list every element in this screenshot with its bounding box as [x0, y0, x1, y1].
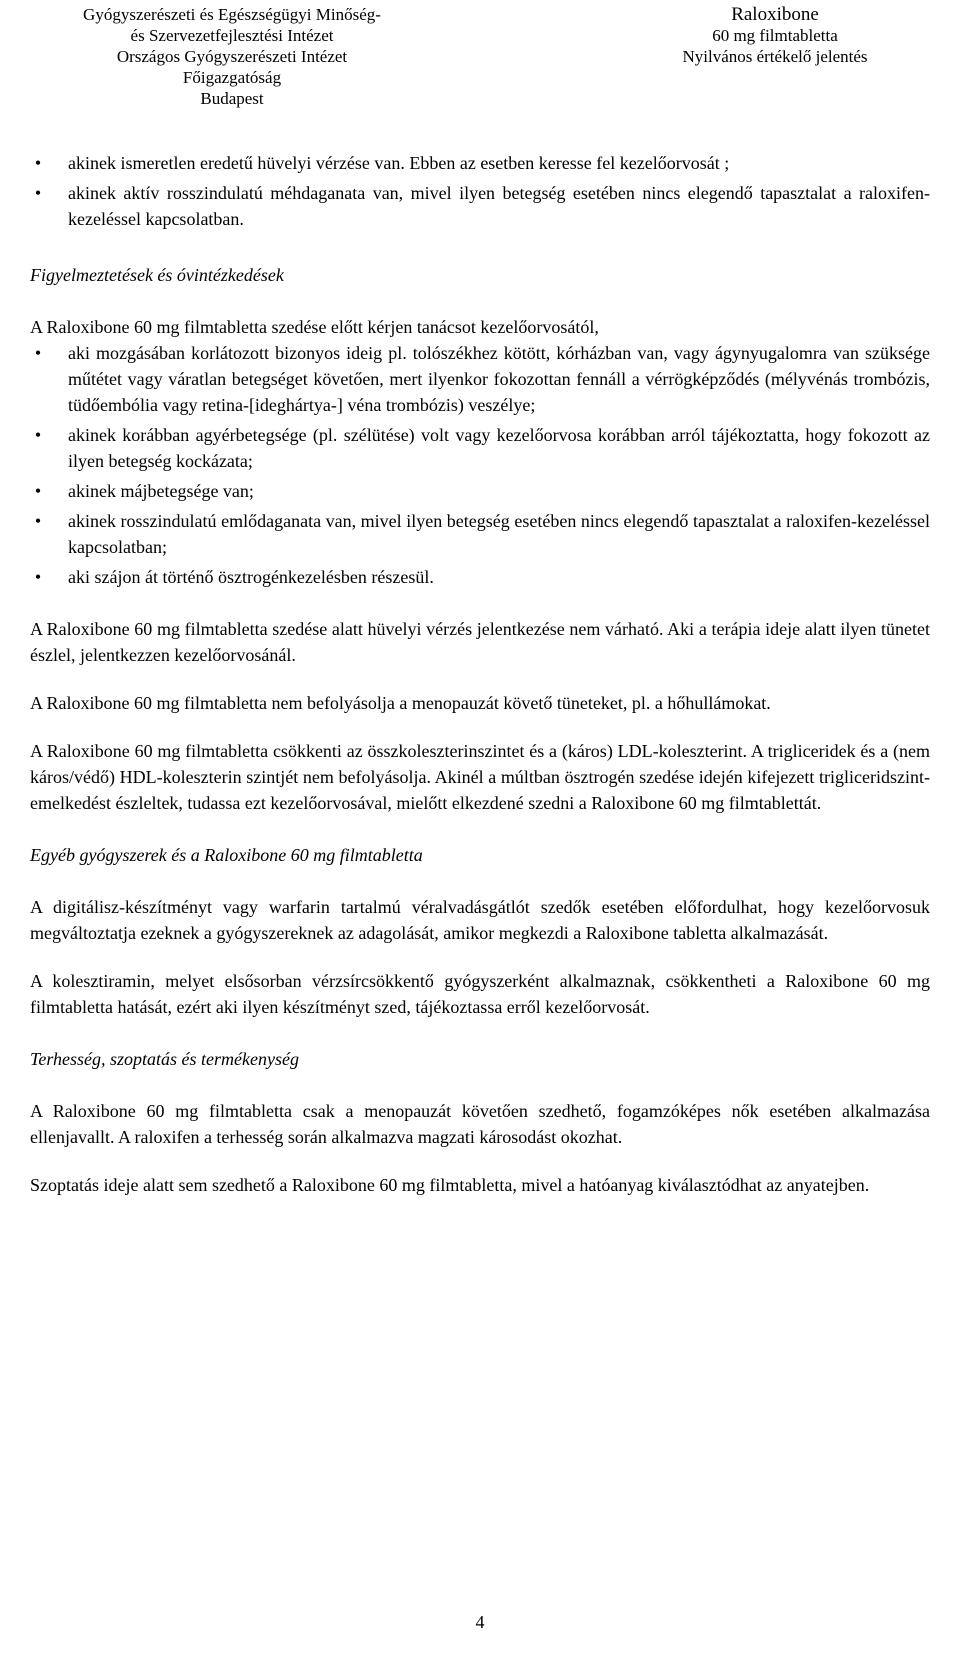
section-heading-pregnancy: Terhesség, szoptatás és termékenység — [30, 1049, 299, 1069]
list-item: • akinek aktív rosszindulatú méhdaganata van, mivel ilyen betegség esetében nincs elegendő tapasztalat a raloxifen-kezeléssel kapcsolatban. — [30, 180, 930, 232]
list-item: • aki mozgásában korlátozott bizonyos ideig pl. tolószékhez kötött, kórházban van, vagy ágynyugalomra van szüksége műtétet vagy váratlan betegséget követően, mert ilyenkor fokozottan fennáll a vérrögképződés (mélyvénás trombózis, tüdőembólia vagy retina-[ideghártya-] véna trombózis) veszélye; — [30, 340, 930, 418]
list-item: • akinek ismeretlen eredetű hüvelyi vérzése van. Ebben az esetben keresse fel kezelőorvosát ; — [30, 150, 930, 176]
header-institution — [22, 4, 442, 109]
paragraph: Szoptatás ideje alatt sem szedhető a Raloxibone 60 mg filmtabletta, mivel a hatóanyag kiválasztódhat az anyatejben. — [30, 1175, 870, 1195]
paragraph: A Raloxibone 60 mg filmtabletta csak a menopauzát követően szedhető, fogamzóképes nők esetében alkalmazása ellenjavallt. A raloxifen a terhesség során alkalmazva magzati károsodást okozhat. — [30, 1101, 930, 1147]
bullet-icon: • — [34, 481, 42, 501]
header-line: Gyógyszerészeti és Egészségügyi Minőség- — [83, 5, 381, 24]
paragraph: A kolesztiramin, melyet elsősorban vérzsírcsökkentő gyógyszerként alkalmaznak, csökkentheti a Raloxibone 60 mg filmtabletta hatását, ezért aki ilyen készítményt szed, tájékoztassa erről kezelőorvosát. — [30, 971, 930, 1017]
header-product-strength: 60 mg filmtabletta — [712, 26, 838, 45]
bullet-icon: • — [34, 153, 42, 173]
document-body — [30, 150, 930, 1198]
paragraph: A Raloxibone 60 mg filmtabletta nem befolyásolja a menopauzát követő tüneteket, pl. a hőhullámokat. — [30, 693, 771, 713]
header-product-name: Raloxibone — [731, 4, 819, 25]
header-line: és Szervezetfejlesztési Intézet — [130, 26, 334, 45]
bullet-icon: • — [34, 183, 42, 203]
warnings-list — [30, 340, 930, 590]
bullet-icon: • — [34, 343, 42, 363]
list-item: • akinek rosszindulatú emlődaganata van, mivel ilyen betegség esetében nincs elegendő tapasztalat a raloxifen-kezeléssel kapcsolatban; — [30, 508, 930, 560]
list-item: • akinek májbetegsége van; — [30, 478, 930, 504]
list-item: • akinek korábban agyérbetegsége (pl. szélütése) volt vagy kezelőorvosa korábban arról tájékoztatta, hogy fokozott az ilyen betegség kockázata; — [30, 422, 930, 474]
section-heading-other-medicines: Egyéb gyógyszerek és a Raloxibone 60 mg filmtabletta — [30, 845, 423, 865]
bullet-icon: • — [34, 511, 42, 531]
bullet-icon: • — [34, 425, 42, 445]
list-item: • aki szájon át történő ösztrogénkezelésben részesül. — [30, 564, 930, 590]
header-line: Főigazgatóság — [182, 68, 282, 87]
warnings-intro: A Raloxibone 60 mg filmtabletta szedése előtt kérjen tanácsot kezelőorvosától, — [30, 317, 599, 337]
header-line: Budapest — [200, 89, 264, 108]
paragraph: A digitálisz-készítményt vagy warfarin tartalmú véralvadásgátlót szedők esetében előfordulhat, hogy kezelőorvosuk megváltoztatja ezeknek a gyógyszereknek az adagolását, amikor megkezdi a Raloxibone tabletta alkalmazását. — [30, 897, 930, 943]
header-line: Országos Gyógyszerészeti Intézet — [116, 47, 348, 66]
page-number: 4 — [475, 1612, 485, 1632]
bullet-icon: • — [34, 567, 42, 587]
section-heading-warnings: Figyelmeztetések és óvintézkedések — [30, 265, 284, 285]
paragraph: A Raloxibone 60 mg filmtabletta szedése alatt hüvelyi vérzés jelentkezése nem várható. Aki a terápia ideje alatt ilyen tünetet észlel, jelentkezzen kezelőorvosánál. — [30, 619, 930, 665]
paragraph: A Raloxibone 60 mg filmtabletta csökkenti az összkoleszterinszintet és a (káros) LDL-koleszterint. A trigliceridek és a (nem káros/védő) HDL-koleszterin szintjét nem befolyásolja. Akinél a múltban ösztrogén szedése idején kifejezett trigliceridszint-emelkedést észleltek, tudassa ezt kezelőorvosával, mielőtt elkezdené szedni a Raloxibone 60 mg filmtablettát. — [30, 741, 930, 813]
header-report-type: Nyilvános értékelő jelentés — [682, 47, 868, 66]
header-product — [610, 4, 940, 67]
contraindication-list — [30, 150, 930, 232]
